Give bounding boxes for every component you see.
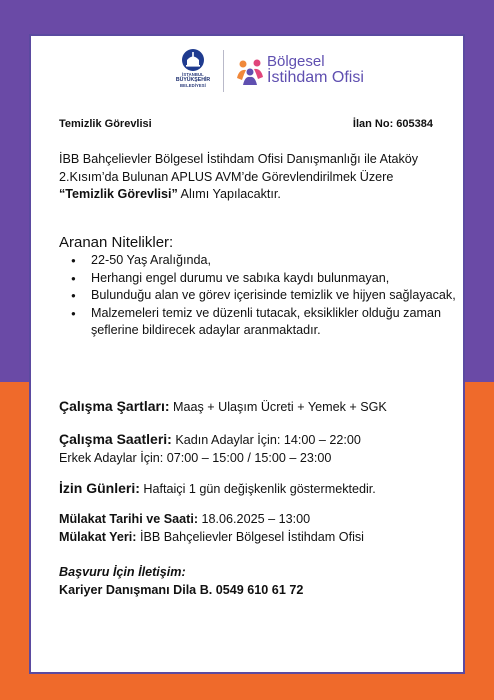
intro-job-title: “Temizlik Görevlisi” (59, 187, 178, 201)
interview-place-value: İBB Bahçelievler Bölgesel İstihdam Ofisi (136, 529, 364, 544)
logo-divider (223, 50, 224, 92)
ibb-mosque-icon (181, 48, 205, 72)
leave-days (59, 480, 449, 499)
list-item: ● Malzemeleri temiz ve düzenli tutacak, eksiklikler olduğu zaman şeflerine bildirecek adaylar aranmaktadır. (91, 305, 481, 340)
list-item: ● Herhangi engel durumu ve sabıka kaydı bulunmayan, (91, 270, 481, 288)
ilan-no: İlan No: 605384 (352, 118, 433, 130)
ibb-logo (171, 48, 215, 88)
requirements-title: Aranan Nitelikler: (59, 234, 174, 251)
interview-date-label: Mülakat Tarihi ve Saati: (59, 512, 199, 526)
ibb-logo-line2: BÜYÜKŞEHİR (175, 77, 211, 83)
bio-logo-line1: Bölgesel (267, 53, 325, 70)
list-item: ● 22-50 Yaş Aralığında, (91, 252, 481, 270)
working-conditions-value: Maaş + Ulaşım Ücreti + Yemek + SGK (169, 400, 387, 414)
contact-info (59, 564, 449, 599)
intro-text-end: Alımı Yapılacaktır. (177, 187, 281, 201)
bio-logo-line2: İstihdam Ofisi (267, 69, 364, 86)
contact-value: Kariyer Danışmanı Dila B. 0549 610 61 72 (59, 582, 304, 597)
interview-place-label: Mülakat Yeri: (59, 529, 137, 544)
working-hours-women: Kadın Adaylar İçin: 14:00 – 22:00 (171, 433, 361, 447)
working-hours-men: Erkek Adaylar İçin: 07:00 – 15:00 / 15:00 – 23:00 (59, 450, 332, 465)
title-row (59, 118, 433, 130)
bio-people-icon (235, 58, 265, 91)
working-conditions-label: Çalışma Şartları: (59, 398, 170, 414)
interview-info (59, 511, 449, 546)
job-posting-card (29, 34, 465, 674)
working-conditions (59, 398, 449, 417)
intro-paragraph (59, 151, 449, 204)
ibb-logo-line3: BELEDİYESİ (180, 83, 206, 88)
leave-days-value: Haftaiçi 1 gün değişkenlik göstermektedir. (139, 482, 376, 496)
header-logos (171, 48, 411, 96)
ibb-logo-line1: İSTANBUL (182, 72, 204, 77)
intro-text: İBB Bahçelievler Bölgesel İstihdam Ofisi Danışmanlığı ile Ataköy 2.Kısım’da Bulunan APLUS AVM’de Görevlendirilmek Üzere (59, 152, 419, 184)
interview-date-value: 18.06.2025 – 13:00 (198, 512, 311, 526)
list-item: ● Bulunduğu alan ve görev içerisinde temizlik ve hijyen sağlayacak, (91, 287, 481, 305)
contact-label: Başvuru İçin İletişim: (59, 565, 186, 579)
bio-logo-text (267, 54, 364, 86)
requirements-list (59, 252, 481, 340)
working-hours-label: Çalışma Saatleri: (59, 431, 172, 447)
job-title: Temizlik Görevlisi (59, 118, 152, 130)
leave-days-label: İzin Günleri: (59, 480, 140, 496)
working-hours (59, 431, 449, 467)
